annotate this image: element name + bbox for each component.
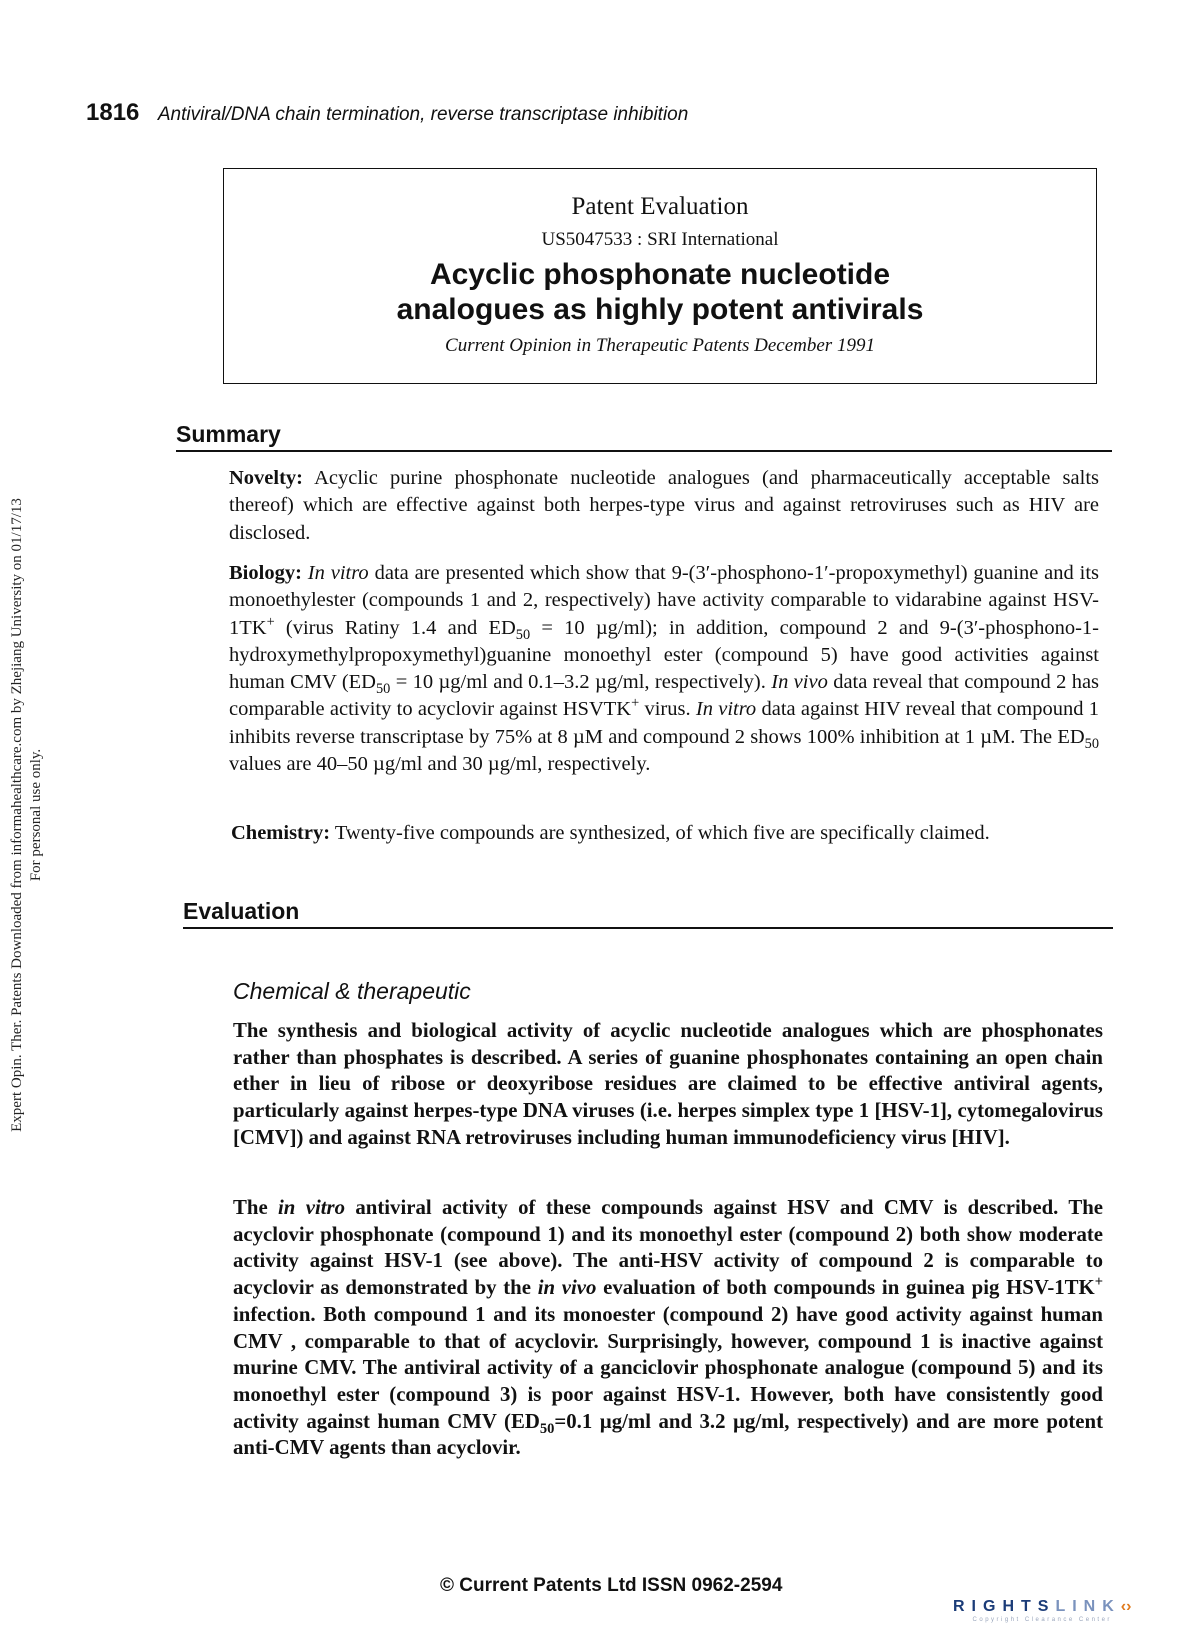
biology-text-6: virus. [644, 698, 691, 721]
rightslink-rights: RIGHTS [953, 1598, 1056, 1615]
biology-in-vitro-1: In vitro [307, 562, 369, 584]
side-note-line-2: For personal use only. [28, 748, 44, 882]
chemistry-label: Chemistry: [231, 822, 331, 844]
biology-sup-2: + [631, 695, 640, 712]
biology-text-2: (virus Ratiny 1.4 and ED [285, 616, 516, 639]
biology-sub-2: 50 [376, 681, 391, 698]
eval-p2-in-vitro: in vitro [278, 1196, 346, 1219]
article-title [224, 257, 1096, 327]
patent-number: US5047533 : SRI International [541, 229, 779, 250]
biology-sub-3: 50 [1084, 735, 1099, 752]
novelty-paragraph [229, 465, 1099, 547]
evaluation-paragraph-2 [233, 1195, 1103, 1462]
rightslink-tagline: Copyright Clearance Center [972, 1617, 1112, 1623]
chemistry-text: Twenty-five compounds are synthesized, of which five are specifically claimed. [334, 822, 990, 844]
article-title-line-1: Acyclic phosphonate nucleotide [429, 258, 891, 291]
journal-source: Current Opinion in Therapeutic Patents December 1991 [445, 335, 875, 356]
biology-text-4: = 10 µg/ml and 0.1–3.2 µg/ml, respectively). [395, 671, 766, 694]
evaluation-heading: Evaluation [183, 898, 1113, 929]
download-side-note [8, 455, 46, 1175]
footer-copyright: © Current Patents Ltd ISSN 0962-2594 [440, 1575, 783, 1596]
running-header [86, 99, 688, 127]
chemistry-paragraph [231, 820, 1101, 847]
eval-p2-text-3: evaluation of both compounds in guinea pig HSV-1TK [603, 1276, 1095, 1300]
page-number: 1816 [86, 99, 140, 126]
rightslink-brand [953, 1598, 1131, 1616]
eval-p2-in-vivo: in vivo [537, 1276, 597, 1300]
biology-in-vivo: In vivo [771, 671, 828, 694]
biology-text-1: data are presented which show that 9-(3′-phosphono-1′-propoxymethyl) guanine and its monoethylester (compounds 1 and 2, respectively) have activity comparable to vidarabine against HSV-1TK [229, 562, 1099, 639]
novelty-label: Novelty: [229, 467, 304, 489]
header-topic: Antiviral/DNA chain termination, reverse transcriptase inhibition [157, 104, 689, 125]
biology-text-7: data against HIV reveal that compound 1 inhibits reverse transcriptase by 75% at 8 µM and compound 2 shows 100% inhibition at 1 µM. The ED [229, 698, 1099, 748]
novelty-text: Acyclic purine phosphonate nucleotide analogues (and pharmaceutically acceptable salts thereof) which are effective against both herpes-type virus and against retroviruses such as HIV are disclosed. [229, 467, 1100, 544]
biology-in-vitro-2: In vitro [695, 698, 757, 721]
patent-evaluation-box [223, 168, 1097, 384]
biology-sup-1: + [266, 613, 275, 630]
eval-p2-text-5: =0.1 µg/ml and 3.2 µg/ml, respectively) and are more potent anti-CMV agents than acyclovir. [233, 1409, 1103, 1460]
biology-text-8: values are 40–50 µg/ml and 30 µg/ml, respectively. [229, 753, 651, 776]
rightslink-link: LINK [1055, 1598, 1121, 1615]
box-label: Patent Evaluation [571, 193, 749, 220]
rightslink-logo[interactable] [953, 1598, 1131, 1623]
side-note-line-1: Expert Opin. Ther. Patents Downloaded from informahealthcare.com by Zhejiang University on 01/17/13 [9, 498, 25, 1132]
evaluation-paragraph-1: The synthesis and biological activity of acyclic nucleotide analogues which are phosphonates rather than phosphates is described. A series of guanine phosphonates containing an open chain ether in lieu of ribose or deoxyribose residues are claimed to be effective antiviral agents, particularly against herpes-type DNA viruses (i.e. herpes simplex type 1 [HSV-1], cytomegalovirus [CMV]) and against RNA retroviruses including human immunodeficiency virus [HIV]. [233, 1019, 1103, 1149]
rightslink-arrows-icon: ‹› [1120, 1598, 1132, 1615]
biology-sub-1: 50 [515, 626, 531, 643]
eval-p2-text-2: antiviral activity of these compounds against HSV and CMV is described. The acyclovir phosphonate (compound 1) and its monoethyl ester (compound 2) both show moderate activity against HSV-1 (see above). The anti-HSV activity of compound 2 is comparable to acyclovir as demonstrated by the [233, 1196, 1104, 1300]
eval-p2-text-4: infection. Both compound 1 and its monoester (compound 2) have good activity against human CMV , comparable to that of acyclovir. Surprisingly, however, compound 1 is inactive against murine CMV. The antiviral activity of a ganciclovir phosphonate analogue (compound 5) and its monoethyl ester (compound 3) is poor against HSV-1. However, both have consistently good activity against human CMV (ED [233, 1302, 1103, 1433]
article-title-line-2: analogues as highly potent antivirals [396, 293, 924, 326]
chemical-therapeutic-subheading: Chemical & therapeutic [233, 978, 471, 1004]
biology-text-3: = 10 µg/ml); in addition, compound 2 and 9-(3′-phosphono-1-hydroxymethylpropoxymethyl)guanine monoethyl ester (compound 5) have good activities against human CMV (ED [229, 616, 1100, 694]
eval-p2-text-1: The [233, 1196, 268, 1219]
biology-label: Biology: [229, 562, 302, 584]
summary-heading: Summary [176, 421, 1112, 452]
eval-p2-sup: + [1094, 1274, 1103, 1291]
eval-p2-sub: 50 [539, 1420, 555, 1437]
biology-paragraph [229, 560, 1099, 778]
biology-text-5: data reveal that compound 2 has comparable activity to acyclovir against HSVTK [229, 671, 1100, 721]
